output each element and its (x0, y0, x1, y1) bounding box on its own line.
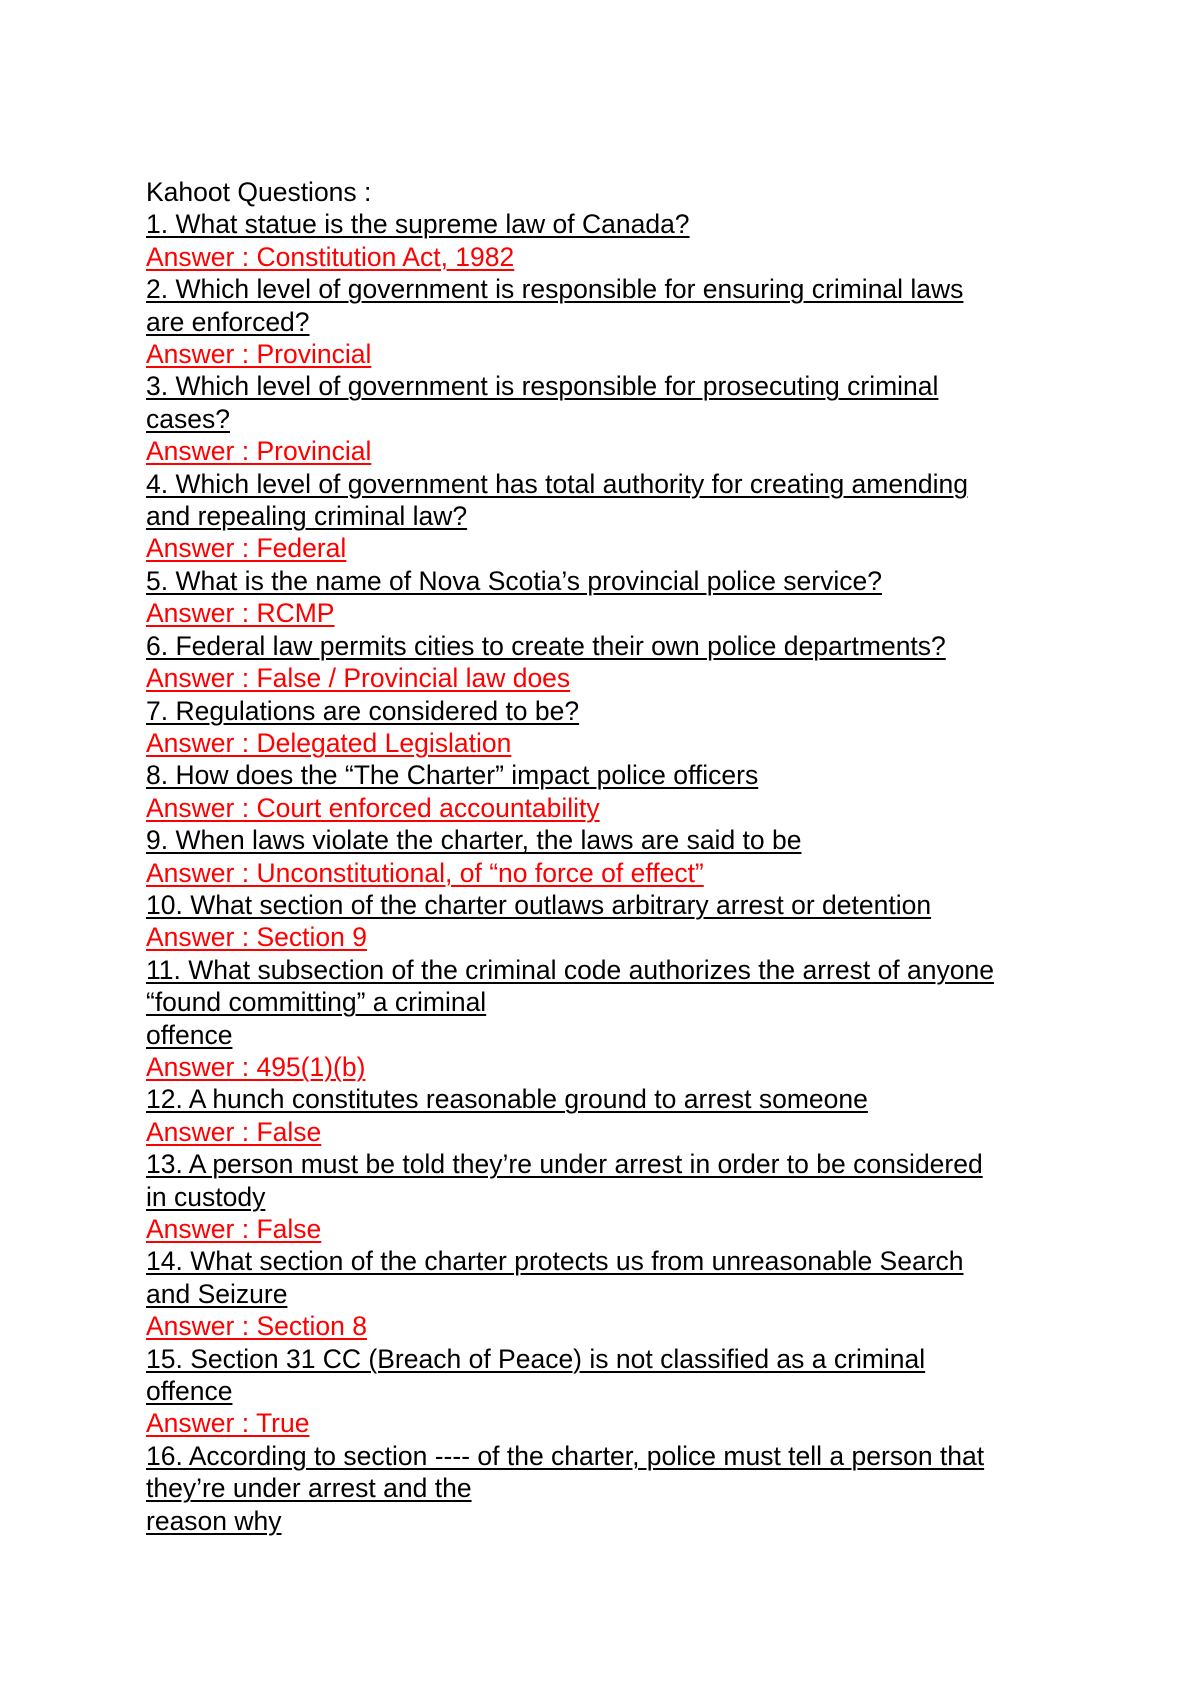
answer-text: Answer : 495(1)(b) (146, 1051, 366, 1082)
answer-text: Answer : True (146, 1408, 310, 1439)
answer-text: Answer : Court enforced accountability (146, 792, 600, 823)
question-text-line: in custody (146, 1181, 266, 1212)
question-text-line: 11. What subsection of the criminal code authorizes the arrest of anyone (146, 954, 994, 985)
answer-text: Answer : Delegated Legislation (146, 727, 512, 758)
question-block (146, 759, 1086, 824)
question-block (146, 695, 1086, 760)
question-block (146, 824, 1086, 889)
question-block (146, 1343, 1086, 1440)
answer-text: Answer : Provincial (146, 339, 372, 370)
document-heading: Kahoot Questions : (146, 177, 372, 207)
question-block (146, 1440, 1086, 1537)
question-text-line: 1. What statue is the supreme law of Canada? (146, 209, 690, 240)
question-block (146, 1148, 1086, 1245)
question-text-line: 10. What section of the charter outlaws arbitrary arrest or detention (146, 889, 932, 920)
question-text-line: cases? (146, 403, 230, 434)
question-block (146, 889, 1086, 954)
question-text-line: 14. What section of the charter protects us from unreasonable Search (146, 1246, 964, 1277)
answer-text: Answer : False (146, 1214, 322, 1244)
answer-text: Answer : Section 9 (146, 922, 367, 953)
question-text-line: 13. A person must be told they’re under arrest in order to be considered (146, 1149, 983, 1180)
question-text-line: are enforced? (146, 306, 310, 337)
question-text-line: 9. When laws violate the charter, the laws are said to be (146, 825, 802, 856)
question-text-line: “found committing” a criminal (146, 987, 487, 1018)
question-text-line: and Seizure (146, 1278, 288, 1309)
answer-text: Answer : Unconstitutional, of “no force of effect” (146, 857, 704, 888)
question-text-line: 3. Which level of government is responsible for prosecuting criminal (146, 371, 939, 402)
question-text-line: 5. What is the name of Nova Scotia’s provincial police service? (146, 565, 882, 596)
question-text-line: 7. Regulations are considered to be? (146, 695, 580, 726)
question-text-line: 16. According to section ---- of the charter, police must tell a person that (146, 1440, 985, 1471)
answer-text: Answer : Federal (146, 533, 347, 564)
document-body (146, 176, 1086, 1537)
answer-text: Answer : Provincial (146, 436, 372, 467)
question-block (146, 468, 1086, 565)
question-text-line: offence (146, 1376, 233, 1407)
question-block (146, 1083, 1086, 1148)
question-text-line: 2. Which level of government is responsible for ensuring criminal laws (146, 274, 964, 305)
question-block (146, 565, 1086, 630)
question-block (146, 954, 1086, 1084)
question-text-line: 12. A hunch constitutes reasonable ground to arrest someone (146, 1084, 868, 1115)
question-block (146, 1245, 1086, 1342)
question-text-line: 6. Federal law permits cities to create their own police departments? (146, 630, 946, 661)
answer-text: Answer : Constitution Act, 1982 (146, 241, 515, 272)
question-text-line: 4. Which level of government has total authority for creating amending (146, 468, 968, 499)
answer-text: Answer : False (146, 1116, 322, 1147)
question-text-line: 15. Section 31 CC (Breach of Peace) is not classified as a criminal (146, 1343, 926, 1374)
answer-text: Answer : Section 8 (146, 1311, 367, 1342)
question-block (146, 208, 1086, 273)
question-text-line: 8. How does the “The Charter” impact police officers (146, 760, 759, 791)
question-text-line: reason why (146, 1505, 282, 1536)
question-block (146, 273, 1086, 370)
answer-text: Answer : RCMP (146, 598, 335, 629)
question-block (146, 630, 1086, 695)
question-text-line: they’re under arrest and the (146, 1473, 472, 1504)
question-text-line: offence (146, 1019, 233, 1050)
question-block (146, 370, 1086, 467)
question-text-line: and repealing criminal law? (146, 501, 468, 532)
answer-text: Answer : False / Provincial law does (146, 663, 571, 694)
